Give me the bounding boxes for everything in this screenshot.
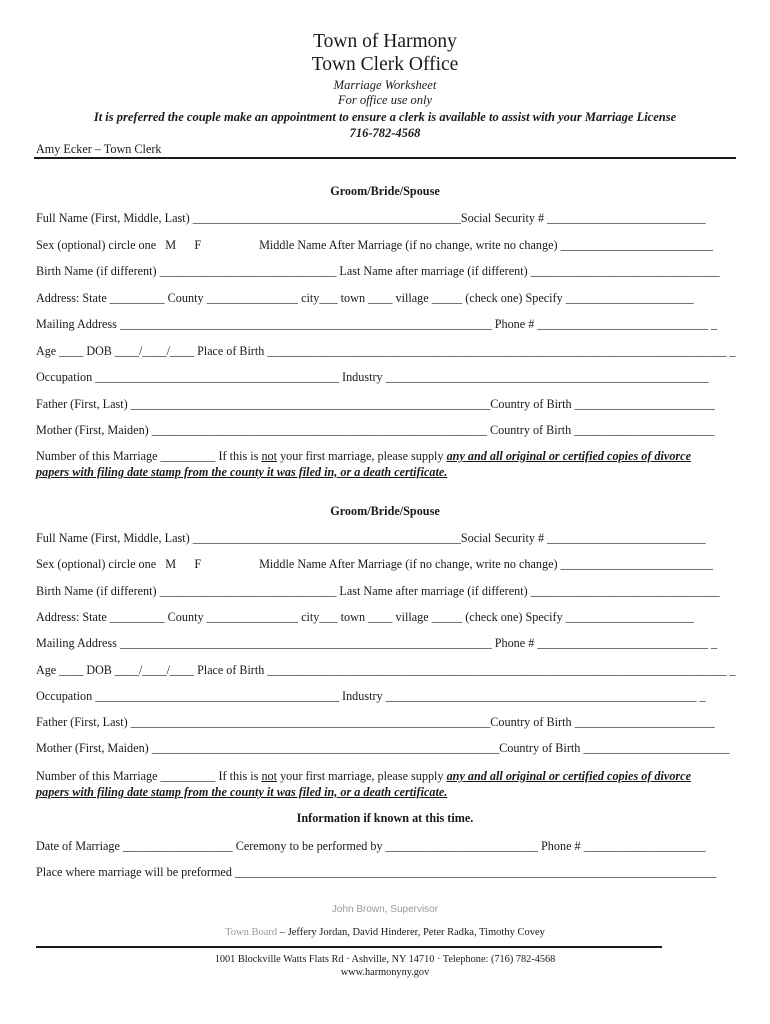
section-1-heading: Groom/Bride/Spouse xyxy=(330,184,440,198)
s2-divorce-papers-note: any and all original or certified copies of divorce xyxy=(446,769,691,783)
clerk-phone: 716-782-4568 xyxy=(349,126,421,140)
s2-not-emphasis: not xyxy=(261,769,278,783)
place-of-marriage-line[interactable]: Place where marriage will be preformed _______________________________________________________________________________ xyxy=(36,865,717,879)
s2-marriage-number-prefix: Number of this Marriage _________ If this is xyxy=(36,769,262,783)
s2-occupation-line[interactable]: Occupation ________________________________________ Industry ___________________________________________________ _ xyxy=(36,689,706,703)
header-divider xyxy=(34,157,736,159)
office-use-note: For office use only xyxy=(337,93,433,107)
s1-mother-line[interactable]: Mother (First, Maiden) _______________________________________________________ Country of Birth _______________________ xyxy=(36,423,715,437)
s2-death-certificate-note: papers with filing date stamp from the county it was filed in, or a death certificate. xyxy=(36,785,448,799)
s1-address-line[interactable]: Address: State _________ County _______________ city___ town ____ village _____ (check one) Specify _____________________ xyxy=(36,291,694,305)
s1-sex-middle-name-line[interactable]: Sex (optional) circle one M F Middle Name After Marriage (if no change, write no change) _________________________ xyxy=(36,238,713,252)
office-title: Town Clerk Office xyxy=(311,54,459,75)
s2-mother-line[interactable]: Mother (First, Maiden) _________________________________________________________Country of Birth ________________________ xyxy=(36,741,730,755)
footer-address: 1001 Blockville Watts Flats Rd · Ashville, NY 14710 · Telephone: (716) 782-4568 xyxy=(214,954,556,965)
s1-mailing-address-line[interactable]: Mailing Address _____________________________________________________________ Phone # ____________________________ _ xyxy=(36,317,718,331)
town-board-line xyxy=(0,927,770,938)
s1-birth-name-line[interactable]: Birth Name (if different) _____________________________ Last Name after marriage (if different) _______________________________ xyxy=(36,264,720,278)
s2-mailing-address-line[interactable]: Mailing Address _____________________________________________________________ Phone # ____________________________ _ xyxy=(36,636,718,650)
info-heading: Information if known at this time. xyxy=(296,811,474,825)
town-board-label: Town Board xyxy=(225,927,278,938)
s2-father-line[interactable]: Father (First, Last) ___________________________________________________________Country of Birth _______________________ xyxy=(36,715,715,729)
date-of-marriage-line[interactable]: Date of Marriage __________________ Ceremony to be performed by _________________________ Phone # ____________________ xyxy=(36,839,706,853)
s2-full-name-line[interactable]: Full Name (First, Middle, Last) ____________________________________________Social Security # __________________________ xyxy=(36,531,706,545)
s1-divorce-papers-note: any and all original or certified copies of divorce xyxy=(446,449,691,463)
s2-death-certificate-line xyxy=(36,785,447,800)
s1-marriage-number-line[interactable] xyxy=(36,449,691,464)
s1-father-line[interactable]: Father (First, Last) ___________________________________________________________Country of Birth _______________________ xyxy=(36,397,715,411)
s1-occupation-line[interactable]: Occupation ________________________________________ Industry _____________________________________________________ xyxy=(36,370,709,384)
s2-age-dob-line[interactable]: Age ____ DOB ____/____/____ Place of Birth ____________________________________________________________________________ _ xyxy=(36,663,736,677)
supervisor-name: John Brown, Supervisor xyxy=(331,904,439,915)
s1-marriage-number-prefix: Number of this Marriage _________ If this is xyxy=(36,449,262,463)
s1-not-emphasis: not xyxy=(261,449,278,463)
s1-death-certificate-note: papers with filing date stamp from the county it was filed in, or a death certificate. xyxy=(36,465,448,479)
s2-supply-text: your first marriage, please supply xyxy=(277,769,447,783)
clerk-name: Amy Ecker – Town Clerk xyxy=(36,142,162,156)
footer-divider xyxy=(36,946,662,948)
s2-address-line[interactable]: Address: State _________ County _______________ city___ town ____ village _____ (check one) Specify _____________________ xyxy=(36,610,694,624)
s2-birth-name-line[interactable]: Birth Name (if different) _____________________________ Last Name after marriage (if different) _______________________________ xyxy=(36,584,720,598)
town-title: Town of Harmony xyxy=(313,31,457,52)
worksheet-title: Marriage Worksheet xyxy=(333,78,437,92)
s2-sex-middle-name-line[interactable]: Sex (optional) circle one M F Middle Name After Marriage (if no change, write no change) _________________________ xyxy=(36,557,713,571)
appointment-note: It is preferred the couple make an appointment to ensure a clerk is available to assist with your Marriage License xyxy=(93,110,677,124)
section-2-heading: Groom/Bride/Spouse xyxy=(330,504,440,518)
footer-website[interactable]: www.harmonyny.gov xyxy=(340,967,430,978)
s1-supply-text: your first marriage, please supply xyxy=(277,449,447,463)
s1-death-certificate-line xyxy=(36,465,447,480)
s1-age-dob-line[interactable]: Age ____ DOB ____/____/____ Place of Birth ____________________________________________________________________________ _ xyxy=(36,344,736,358)
s1-full-name-line[interactable]: Full Name (First, Middle, Last) ____________________________________________Social Security # __________________________ xyxy=(36,211,706,225)
s2-marriage-number-line[interactable] xyxy=(36,769,691,784)
town-board-members: – Jeffery Jordan, David Hinderer, Peter Radka, Timothy Covey xyxy=(277,927,545,938)
